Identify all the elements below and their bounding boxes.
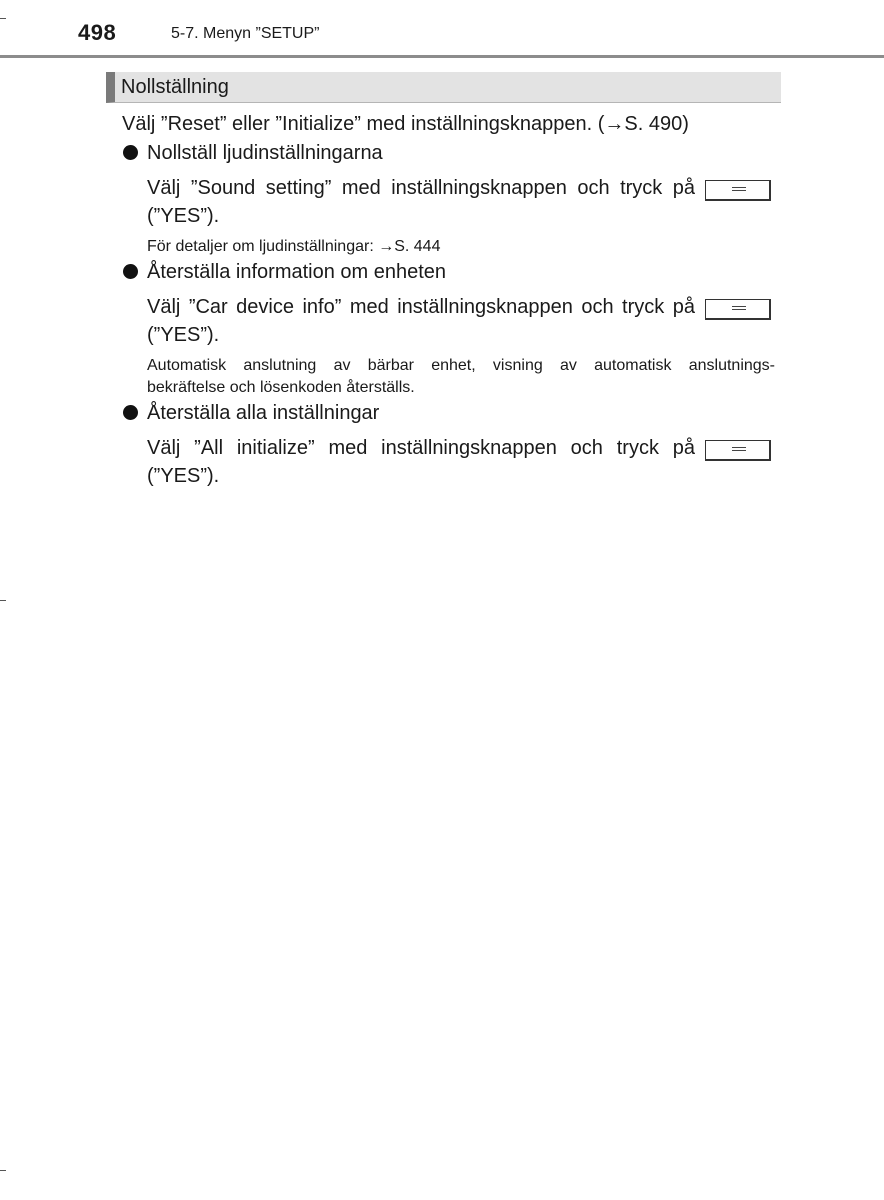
crop-mark	[0, 18, 6, 19]
bullet-icon	[123, 145, 138, 160]
instruction-line: Välj ”All initialize” med inställningsknappen och tryck på	[147, 437, 695, 459]
section-heading	[106, 72, 781, 103]
bullet-title: Nollställ ljudinställningarna	[147, 142, 383, 164]
enter-button-icon	[705, 299, 771, 320]
instruction-line: (”YES”).	[147, 324, 220, 346]
bullet-item	[123, 402, 379, 425]
note-text: Automatisk anslutning av bärbar enhet, visning av automatisk anslutnings-	[147, 357, 775, 374]
note-text: bekräftelse och lösenkoden återställs.	[147, 379, 415, 396]
page-number: 498	[78, 20, 117, 45]
bullet-icon	[123, 264, 138, 279]
instruction-line: (”YES”).	[147, 205, 220, 227]
bullet-icon	[123, 405, 138, 420]
note-text: För detaljer om ljudinställningar: →S. 444	[147, 238, 441, 255]
enter-button-icon	[705, 440, 771, 461]
crop-mark	[0, 1170, 6, 1171]
instruction-line: Välj ”Sound setting” med inställningsknappen och tryck på	[147, 177, 695, 199]
section-title: 5-7. Menyn ”SETUP”	[171, 25, 320, 42]
bullet-title: Återställa information om enheten	[147, 261, 447, 283]
instruction-line: Välj ”Car device info” med inställningsknappen och tryck på	[147, 296, 695, 318]
instruction-line: (”YES”).	[147, 465, 220, 487]
bullet-item	[123, 261, 446, 284]
crop-mark	[0, 600, 6, 601]
header-rule	[0, 55, 884, 58]
section-heading-text: Nollställning	[121, 76, 229, 98]
bullet-title: Återställa alla inställningar	[147, 402, 380, 424]
enter-button-icon	[705, 180, 771, 201]
intro-text: Välj ”Reset” eller ”Initialize” med inställningsknappen. (→S. 490)	[122, 113, 689, 135]
bullet-item	[123, 142, 383, 165]
